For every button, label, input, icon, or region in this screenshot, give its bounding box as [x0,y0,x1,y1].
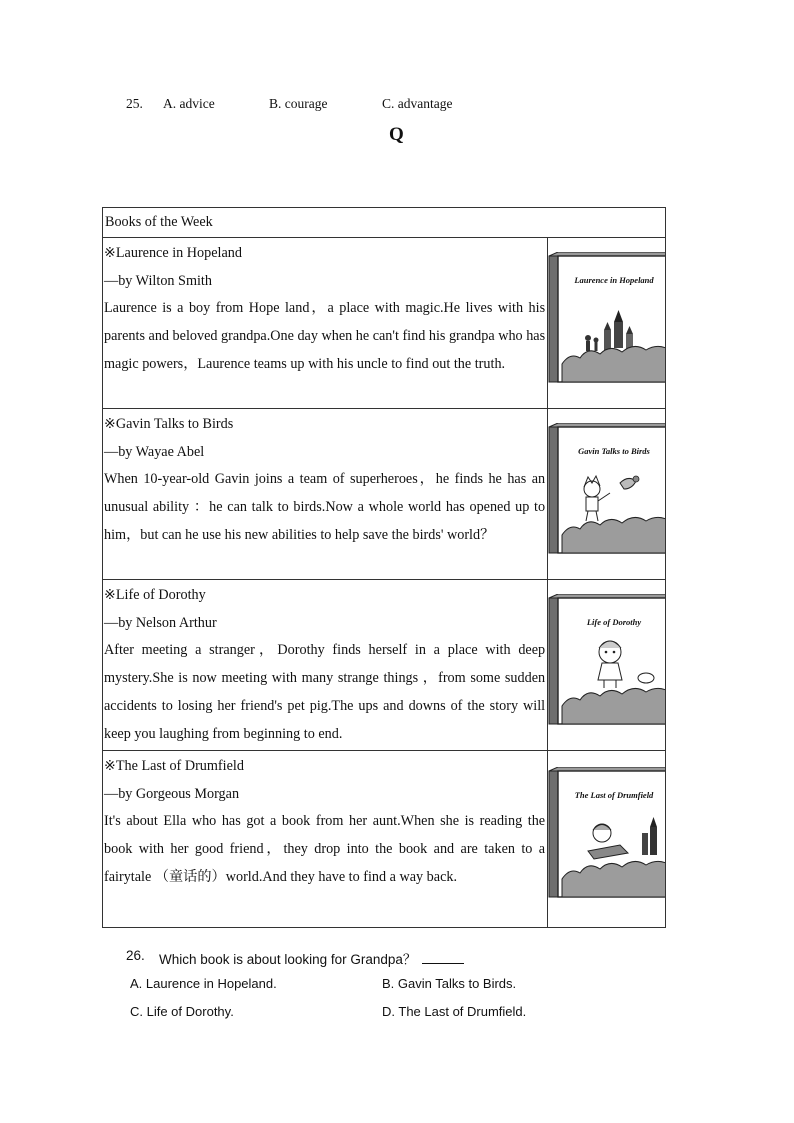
option-d: D. The Last of Drumfield. [382,1004,527,1019]
book-cover-cell [548,238,666,409]
option-b: B. Gavin Talks to Birds. [382,976,517,991]
book-author: —by Wayae Abel [104,443,205,460]
question-number: 25. [126,96,143,111]
question-stem [159,948,464,968]
option-c: C. advantage [382,96,453,111]
books-of-week-table [102,207,666,928]
book-cover-cell [548,580,666,751]
book-info [103,238,548,409]
table-row [103,409,666,580]
book-cover-image [548,767,665,899]
book-info [103,580,548,751]
book-info [103,409,548,580]
answer-blank[interactable] [422,951,464,964]
section-mark: Q [389,124,404,145]
cover-title-text: Laurence in Hopeland [574,275,654,285]
option-b: B. courage [269,96,328,111]
table-header: Books of the Week [103,208,666,238]
option-c: C. Life of Dorothy. [130,1004,234,1019]
question-number: 26. [126,948,145,963]
book-description: It's about Ella who has got a book from her aunt.When she is reading the book with her good friend，they drop into the book and are taken to a fairytale （童话的）world.And they have to find a way back. [104,813,546,885]
book-info [103,751,548,928]
table-row [103,751,666,928]
book-cover-image [548,594,665,726]
book-description: When 10-year-old Gavin joins a team of superheroes，he finds he has an unusual ability ：he can talk to birds.Now a whole world has opened up to him，but can he use his new abilities to help save the birds' world？ [104,471,546,543]
cover-title-text: The Last of Drumfield [574,790,654,800]
table-row [103,580,666,751]
book-author: —by Nelson Arthur [104,614,217,631]
option-a: A. Laurence in Hopeland. [130,976,277,991]
book-cover-image [548,423,665,555]
book-description: Laurence is a boy from Hope land，a place with magic.He lives with his parents and beloved grandpa.One day when he can't find his grandpa who has magic powers，Laurence teams up with his uncle to find out the truth. [104,300,546,372]
book-author: —by Gorgeous Morgan [104,785,240,802]
book-cover-cell [548,751,666,928]
book-cover-image [548,252,665,384]
book-description: After meeting a stranger，Dorothy finds herself in a place with deep mystery.She is now meeting with many strange things ，from some sudden accidents to losing her friend's pet pig.The ups and downs of the story will keep you laughing from beginning to end. [104,642,546,742]
book-author: —by Wilton Smith [104,272,212,289]
cover-title-text: Gavin Talks to Birds [578,446,650,456]
cover-title-text: Life of Dorothy [586,617,642,627]
book-title: ※The Last of Drumfield [104,758,244,774]
book-title: ※Gavin Talks to Birds [104,416,234,432]
book-title: ※Life of Dorothy [104,587,206,603]
table-row [103,238,666,409]
question-text: Which book is about looking for Grandpa？ [159,952,417,967]
book-title: ※Laurence in Hopeland [104,245,242,261]
option-a: A. advice [163,96,215,111]
book-cover-cell [548,409,666,580]
